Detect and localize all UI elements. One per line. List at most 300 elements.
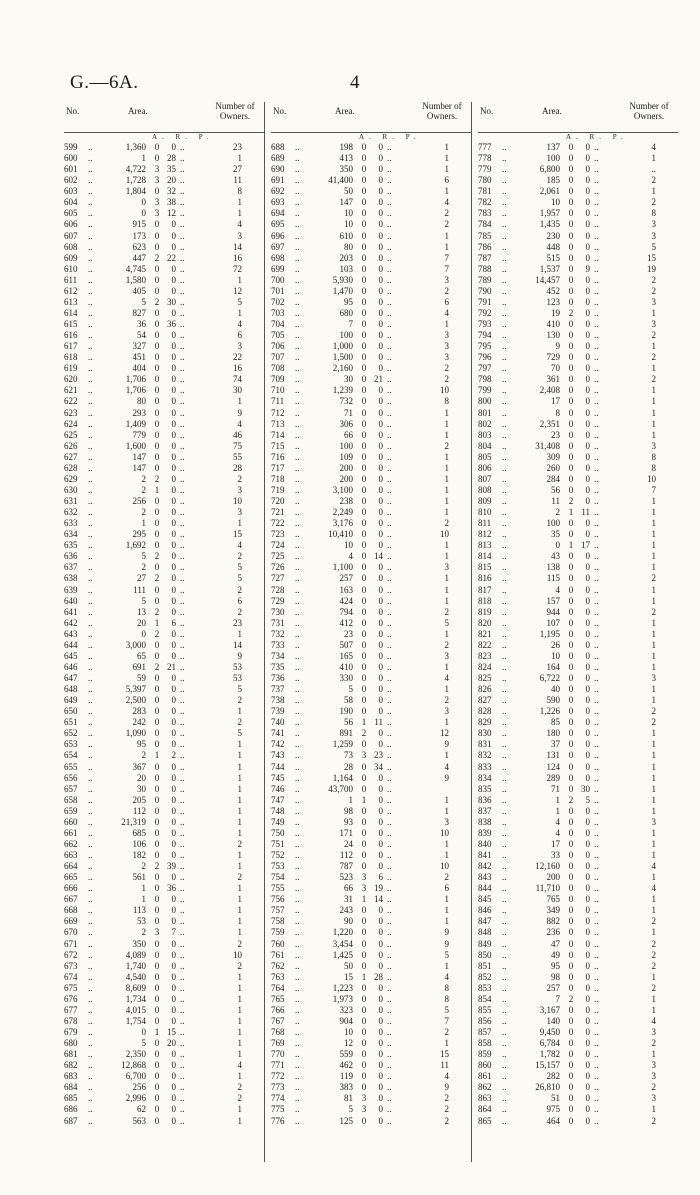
cell-no: 664: [64, 861, 78, 872]
cell-roods: 0: [361, 363, 367, 374]
cell-acres: 2,408: [539, 385, 560, 396]
dot-leader: ..: [295, 1071, 300, 1082]
cell-perches: 0: [378, 639, 383, 650]
cell-no: 674: [64, 971, 78, 982]
cell-no: 687: [64, 1115, 78, 1126]
cell-perches: 0: [378, 861, 383, 872]
cell-owners: 9: [444, 772, 449, 783]
dot-leader: ..: [295, 153, 300, 164]
cell-perches: 0: [378, 850, 383, 860]
cell-acres: 8: [555, 407, 560, 418]
dot-leader: ..: [594, 473, 599, 484]
cell-perches: 0: [171, 307, 176, 318]
table-row: [271, 1005, 471, 1016]
cell-perches: 0: [585, 429, 590, 440]
dot-leader: ..: [502, 650, 507, 661]
cell-owners: 4: [237, 540, 242, 551]
cell-owners: 1: [651, 750, 656, 761]
cell-acres: 17: [551, 396, 560, 407]
dot-leader: ..: [387, 341, 392, 352]
cell-owners: 2: [444, 695, 449, 706]
cell-owners: 4: [444, 673, 449, 683]
dot-leader: ..: [180, 1060, 185, 1071]
cell-owners: 1: [651, 529, 656, 540]
cell-acres: 147: [132, 462, 146, 473]
cell-acres: 73: [344, 750, 353, 761]
cell-perches: 0: [585, 529, 590, 540]
cell-perches: 30: [581, 783, 590, 794]
cell-no: 784: [478, 219, 492, 230]
dot-leader: ..: [180, 507, 185, 518]
cell-acres: 20: [137, 772, 146, 783]
cell-perches: 0: [585, 1027, 590, 1037]
cell-acres: 1,090: [125, 728, 146, 739]
cell-no: 692: [271, 186, 285, 197]
cell-acres: 200: [339, 473, 353, 484]
dot-leader: ..: [594, 794, 599, 805]
cell-perches: 0: [378, 296, 383, 307]
cell-roods: 0: [568, 418, 574, 429]
dot-leader: ..: [180, 462, 185, 473]
cell-no: 630: [64, 484, 78, 495]
cell-no: 619: [64, 363, 78, 374]
cell-no: 732: [271, 628, 285, 639]
dot-leader: ..: [387, 661, 392, 672]
dot-leader: ..: [387, 241, 392, 252]
dot-leader: ..: [295, 1038, 300, 1049]
cell-acres: 147: [132, 451, 146, 462]
cell-acres: 256: [132, 1082, 146, 1093]
cell-roods: 0: [154, 838, 160, 849]
dot-leader: ..: [387, 606, 392, 617]
cell-no: 849: [478, 938, 492, 949]
cell-no: 742: [271, 739, 285, 750]
table-row: [478, 463, 678, 474]
dot-leader: ..: [180, 540, 185, 551]
cell-roods: 2: [154, 661, 160, 672]
area-subheader: [271, 133, 471, 142]
cell-owners: 2: [237, 960, 242, 971]
cell-acres: 50: [344, 960, 353, 971]
dot-leader: ..: [594, 706, 599, 717]
dot-leader: ..: [88, 971, 93, 982]
cell-roods: 0: [154, 949, 160, 960]
dot-leader: ..: [594, 285, 599, 296]
table-row: [271, 850, 471, 861]
cell-perches: 0: [171, 639, 176, 650]
area-subheader: [478, 133, 678, 142]
cell-no: 623: [64, 407, 78, 418]
cell-no: 767: [271, 1015, 285, 1026]
cell-roods: 0: [361, 208, 367, 219]
cell-perches: 0: [171, 894, 176, 905]
cell-acres: 944: [546, 606, 560, 617]
cell-acres: 257: [339, 573, 353, 584]
dot-leader: ..: [502, 717, 507, 728]
cell-perches: 9: [585, 263, 590, 274]
cell-owners: 1: [651, 540, 656, 551]
cell-owners: 1: [651, 595, 656, 606]
cell-owners: 1: [237, 1004, 242, 1015]
cell-no: 804: [478, 440, 492, 451]
table-row: [271, 374, 471, 385]
cell-perches: 0: [171, 363, 176, 374]
dot-leader: ..: [594, 1115, 599, 1126]
cell-acres: 80: [344, 241, 353, 252]
table-row: [478, 640, 678, 651]
dot-leader: ..: [180, 1015, 185, 1026]
cell-perches: 0: [378, 650, 383, 661]
cell-perches: 0: [171, 496, 176, 506]
table-row: [64, 728, 264, 739]
cell-owners: 8: [651, 462, 656, 473]
cell-perches: 0: [378, 429, 383, 440]
cell-acres: 81: [344, 1093, 353, 1104]
dot-leader: ..: [502, 960, 507, 971]
area-units: A. R. P.: [152, 133, 214, 141]
cell-perches: 0: [585, 872, 590, 883]
dot-leader: ..: [594, 717, 599, 728]
dot-leader: ..: [88, 230, 93, 241]
cell-roods: 0: [154, 728, 160, 739]
cell-acres: 367: [132, 761, 146, 772]
dot-leader: ..: [594, 319, 599, 329]
table-row: [64, 297, 264, 308]
cell-acres: 1,164: [332, 772, 353, 783]
cell-no: 670: [64, 927, 78, 938]
dot-leader: ..: [594, 440, 599, 451]
cell-no: 691: [271, 175, 285, 186]
cell-acres: 0: [141, 208, 146, 219]
cell-acres: 35: [551, 529, 560, 540]
cell-no: 741: [271, 728, 285, 739]
cell-owners: 1: [237, 1115, 242, 1126]
cell-acres: 180: [546, 728, 560, 739]
cell-perches: 0: [378, 529, 383, 540]
dot-leader: ..: [387, 728, 392, 739]
cell-owners: 5: [237, 562, 242, 573]
dot-leader: ..: [88, 706, 93, 717]
cell-perches: 0: [171, 606, 176, 617]
dot-leader: ..: [295, 396, 300, 407]
dot-leader: ..: [88, 1004, 93, 1015]
cell-perches: 0: [171, 407, 176, 418]
cell-acres: 0: [141, 1027, 146, 1037]
cell-acres: 891: [339, 728, 353, 739]
table-row: [478, 419, 678, 430]
cell-owners: 2: [444, 1115, 449, 1126]
cell-no: 673: [64, 960, 78, 971]
cell-no: 716: [271, 451, 285, 462]
cell-acres: 2: [141, 484, 146, 495]
cell-perches: 0: [378, 1060, 383, 1071]
dot-leader: ..: [180, 374, 185, 385]
cell-roods: 0: [568, 219, 574, 230]
cell-roods: 1: [154, 750, 160, 761]
table-row: [64, 861, 264, 872]
dot-leader: ..: [594, 142, 599, 152]
dot-leader: ..: [594, 407, 599, 418]
table-row: [271, 463, 471, 474]
cell-roods: 0: [568, 783, 574, 794]
cell-owners: 1: [444, 905, 449, 916]
cell-owners: 1: [237, 706, 242, 717]
cell-owners: 2: [651, 573, 656, 584]
dot-leader: ..: [387, 772, 392, 783]
cell-roods: 0: [154, 429, 160, 440]
cell-owners: 1: [651, 872, 656, 883]
table-row: [271, 452, 471, 463]
cell-acres: 1,537: [539, 263, 560, 274]
cell-perches: 0: [378, 573, 383, 584]
dot-leader: ..: [180, 385, 185, 396]
cell-no: 813: [478, 540, 492, 551]
cell-roods: 0: [154, 684, 160, 695]
table-row: [271, 872, 471, 883]
cell-roods: 0: [361, 993, 367, 1004]
cell-no: 609: [64, 252, 78, 263]
dot-leader: ..: [387, 1060, 392, 1071]
cell-no: 640: [64, 595, 78, 606]
cell-no: 627: [64, 451, 78, 462]
table-row: [271, 861, 471, 872]
cell-perches: 0: [378, 396, 383, 407]
dot-leader: ..: [502, 1115, 507, 1126]
cell-roods: 0: [154, 451, 160, 462]
cell-perches: 0: [171, 650, 176, 661]
cell-roods: 0: [154, 706, 160, 717]
cell-no: 660: [64, 816, 78, 827]
dot-leader: ..: [180, 982, 185, 993]
dot-leader: ..: [387, 252, 392, 263]
cell-acres: 827: [132, 307, 146, 318]
cell-perches: 0: [378, 197, 383, 208]
cell-roods: 0: [154, 717, 160, 728]
cell-perches: 0: [585, 1104, 590, 1115]
table-row: [64, 1005, 264, 1016]
cell-roods: 0: [568, 573, 574, 584]
cell-acres: 2: [141, 750, 146, 761]
cell-roods: 0: [361, 197, 367, 208]
cell-acres: 40: [551, 684, 560, 695]
table-row: [64, 640, 264, 651]
cell-no: 625: [64, 429, 78, 440]
dot-leader: ..: [88, 894, 93, 905]
dot-leader: ..: [502, 673, 507, 683]
cell-roods: 0: [568, 606, 574, 617]
table-row: [64, 883, 264, 894]
cell-no: 792: [478, 307, 492, 318]
cell-owners: 1: [444, 153, 449, 164]
cell-roods: 0: [154, 650, 160, 661]
cell-acres: 54: [137, 330, 146, 341]
dot-leader: ..: [88, 761, 93, 772]
table-row: [64, 242, 264, 253]
table-row: [271, 175, 471, 186]
table-row: [478, 319, 678, 330]
cell-no: 744: [271, 761, 285, 772]
dot-leader: ..: [594, 164, 599, 175]
cell-no: 818: [478, 595, 492, 606]
cell-no: 755: [271, 883, 285, 894]
cell-roods: 0: [361, 1082, 367, 1093]
cell-perches: 0: [171, 540, 176, 551]
dot-leader: ..: [88, 1015, 93, 1026]
cell-roods: 0: [154, 540, 160, 551]
cell-no: 750: [271, 827, 285, 838]
dot-leader: ..: [387, 352, 392, 363]
cell-owners: 4: [237, 319, 242, 329]
dot-leader: ..: [295, 252, 300, 263]
cell-acres: 2: [555, 507, 560, 518]
cell-perches: 0: [585, 363, 590, 374]
cell-roods: 0: [568, 850, 574, 860]
cell-roods: 0: [154, 739, 160, 750]
table-row: [271, 585, 471, 596]
dot-leader: ..: [387, 429, 392, 440]
cell-acres: 256: [132, 496, 146, 506]
dot-leader: ..: [88, 573, 93, 584]
cell-acres: 4: [555, 827, 560, 838]
cell-no: 639: [64, 584, 78, 595]
dot-leader: ..: [387, 330, 392, 341]
table-row: [478, 363, 678, 374]
cell-perches: 20: [167, 1038, 176, 1049]
dot-leader: ..: [88, 673, 93, 683]
cell-roods: 0: [568, 861, 574, 872]
table-row: [478, 1049, 678, 1060]
cell-no: 807: [478, 473, 492, 484]
cell-no: 734: [271, 650, 285, 661]
cell-acres: 787: [339, 861, 353, 872]
table-row: [478, 850, 678, 861]
cell-roods: 0: [361, 927, 367, 938]
cell-acres: 1,360: [125, 142, 146, 152]
dot-leader: ..: [387, 993, 392, 1004]
cell-no: 708: [271, 363, 285, 374]
dot-leader: ..: [594, 761, 599, 772]
cell-roods: 0: [568, 1071, 574, 1082]
table-row: [64, 1082, 264, 1093]
cell-owners: 3: [444, 330, 449, 341]
cell-perches: 0: [378, 595, 383, 606]
cell-no: 688: [271, 142, 285, 152]
cell-no: 799: [478, 385, 492, 396]
cell-no: 747: [271, 794, 285, 805]
cell-owners: 2: [444, 440, 449, 451]
dot-leader: ..: [88, 219, 93, 230]
dot-leader: ..: [295, 263, 300, 274]
cell-owners: 3: [651, 1027, 656, 1037]
cell-perches: 0: [585, 993, 590, 1004]
table-row: [478, 883, 678, 894]
dot-leader: ..: [180, 717, 185, 728]
cell-owners: 72: [233, 263, 242, 274]
cell-owners: 2: [651, 1038, 656, 1049]
dot-leader: ..: [594, 684, 599, 695]
cell-owners: 1: [444, 418, 449, 429]
table-row: [64, 219, 264, 230]
cell-roods: 1: [154, 1027, 160, 1037]
dot-leader: ..: [594, 208, 599, 219]
cell-perches: 0: [378, 938, 383, 949]
cell-acres: 2,061: [539, 186, 560, 197]
table-row: [478, 562, 678, 573]
cell-perches: 0: [378, 440, 383, 451]
cell-owners: 2: [651, 197, 656, 208]
dot-leader: ..: [502, 230, 507, 241]
table-row: [478, 618, 678, 629]
cell-roods: 0: [361, 1060, 367, 1071]
cell-roods: 0: [568, 296, 574, 307]
table-row: [64, 872, 264, 883]
cell-perches: 0: [171, 418, 176, 429]
dot-leader: ..: [502, 241, 507, 252]
cell-no: 718: [271, 473, 285, 484]
dot-leader: ..: [295, 850, 300, 860]
cell-acres: 5: [141, 1038, 146, 1049]
cell-owners: 1: [237, 1015, 242, 1026]
cell-owners: 3: [651, 673, 656, 683]
dot-leader: ..: [594, 573, 599, 584]
cell-acres: 405: [132, 285, 146, 296]
cell-no: 714: [271, 429, 285, 440]
table-row: [478, 540, 678, 551]
dot-leader: ..: [594, 352, 599, 363]
cell-roods: 0: [568, 960, 574, 971]
dot-leader: ..: [502, 916, 507, 927]
cell-acres: 732: [339, 396, 353, 407]
cell-owners: 4: [237, 1060, 242, 1071]
cell-no: 684: [64, 1082, 78, 1093]
cell-no: 725: [271, 551, 285, 562]
cell-roods: 0: [568, 551, 574, 562]
cell-acres: 590: [546, 695, 560, 706]
dot-leader: ..: [387, 374, 392, 385]
dot-leader: ..: [180, 673, 185, 683]
table-row: [64, 1071, 264, 1082]
cell-acres: 100: [339, 330, 353, 341]
dot-leader: ..: [88, 197, 93, 208]
cell-roods: 0: [361, 739, 367, 750]
dot-leader: ..: [295, 296, 300, 307]
table-row: [64, 408, 264, 419]
dot-leader: ..: [180, 639, 185, 650]
dot-leader: ..: [180, 319, 185, 329]
dot-leader: ..: [88, 772, 93, 783]
cell-owners: 5: [651, 241, 656, 252]
cell-owners: 2: [444, 518, 449, 529]
cell-roods: 0: [361, 274, 367, 285]
table-row: [64, 441, 264, 452]
cell-owners: 1: [237, 916, 242, 927]
dot-leader: ..: [502, 507, 507, 518]
cell-owners: 3: [651, 440, 656, 451]
cell-acres: 1,706: [125, 385, 146, 396]
cell-perches: 0: [171, 728, 176, 739]
dot-leader: ..: [387, 706, 392, 717]
dot-leader: ..: [387, 982, 392, 993]
cell-roods: 0: [568, 1049, 574, 1060]
cell-owners: 1: [651, 363, 656, 374]
dot-leader: ..: [88, 916, 93, 927]
cell-no: 864: [478, 1104, 492, 1115]
cell-perches: 0: [585, 352, 590, 363]
cell-acres: 309: [546, 451, 560, 462]
cell-acres: 12,160: [535, 861, 560, 872]
dot-leader: ..: [88, 1115, 93, 1126]
table-row: [64, 762, 264, 773]
